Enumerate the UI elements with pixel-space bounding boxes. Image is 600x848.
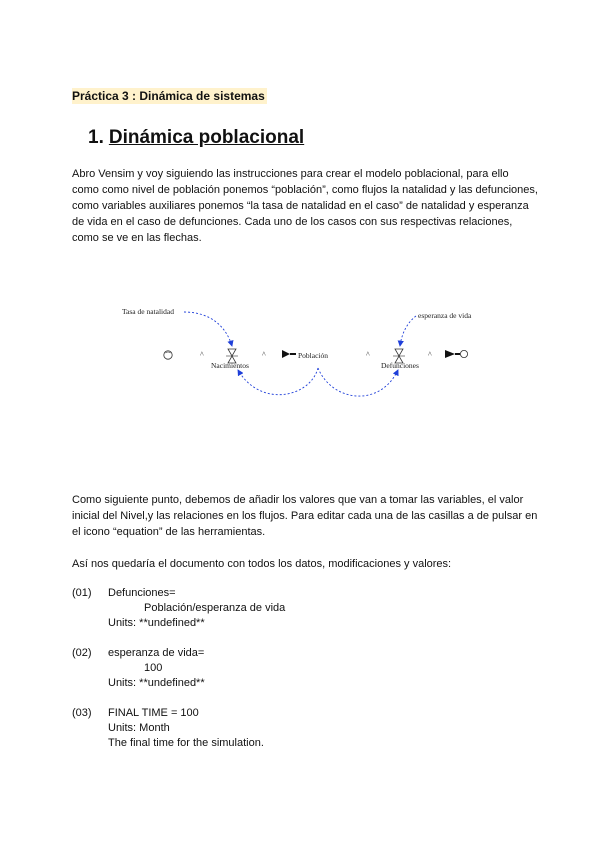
inflow-pipe [290,353,296,355]
intro-paragraph: Abro Vensim y voy siguiendo las instrucciones para crear el modelo poblacional, para ello como como nivel de población ponemos “población”, como flujos la natalidad y las defunciones, como variables auxiliares ponemos “la tasa de natalidad en el caso” de natalidad y esperanza de vida en el caso de defunciones. Cada uno de los casos con sus respectivas relaciones, como se ve en las flechas. [72,168,538,244]
section-number: 1. [88,127,104,148]
section-title: Dinámica poblacional [108,127,305,148]
equation-definition: FINAL TIME = 100 [108,707,199,719]
inflow-arrowhead-icon [282,350,290,358]
equation-description: The final time for the simulation. [108,737,264,749]
label-nacimientos: Nacimientos [211,361,249,370]
summary-paragraph: Así nos quedaría el documento con todos los datos, modificaciones y valores: [72,558,452,570]
label-defunciones: Defunciones [381,361,419,370]
document-header: Práctica 3 : Dinámica de sistemas [72,89,265,103]
equation-units: Units: **undefined** [108,677,205,689]
arrow-poblacion-to-defunciones [318,368,398,396]
sink-cloud-icon [460,350,467,357]
next-step-paragraph: Como siguiente punto, debemos de añadir los valores que van a tomar las variables, el valor inicial del Nivel,y las relaciones en los flujos. Para editar cada una de las casillas a de pulsar en el icono “equation” de las herramientas. [72,494,538,538]
outflow-pipe [455,353,460,355]
equation-definition: esperanza de vida= [108,647,205,659]
equation-number: (02) [72,647,92,659]
stock-flow-diagram [110,298,500,410]
arrow-esperanza-to-defunciones [400,316,416,346]
arrow-tasa-to-nacimientos [184,312,232,346]
equation-expression: 100 [144,662,163,674]
flow-arrow-symbol: ^ [366,350,370,359]
source-cloud-icon [164,351,172,359]
label-poblacion: Población [298,351,328,360]
label-tasa-natalidad: Tasa de natalidad [122,307,174,316]
equation-units: Units: Month [108,722,170,734]
section-heading [88,127,304,149]
equation-units: Units: **undefined** [108,617,205,629]
arrow-poblacion-to-nacimientos [238,368,318,395]
flow-arrow-symbol: ^ [200,350,204,359]
flow-arrow-symbol: ^ [428,350,432,359]
equation-number: (03) [72,707,92,719]
equation-definition: Defunciones= [108,587,176,599]
flow-arrow-symbol: ^ [262,350,266,359]
outflow-arrowhead-icon [445,350,455,358]
equation-number: (01) [72,587,92,599]
equation-expression: Población/esperanza de vida [144,602,286,614]
label-esperanza-vida: esperanza de vida [418,311,472,320]
